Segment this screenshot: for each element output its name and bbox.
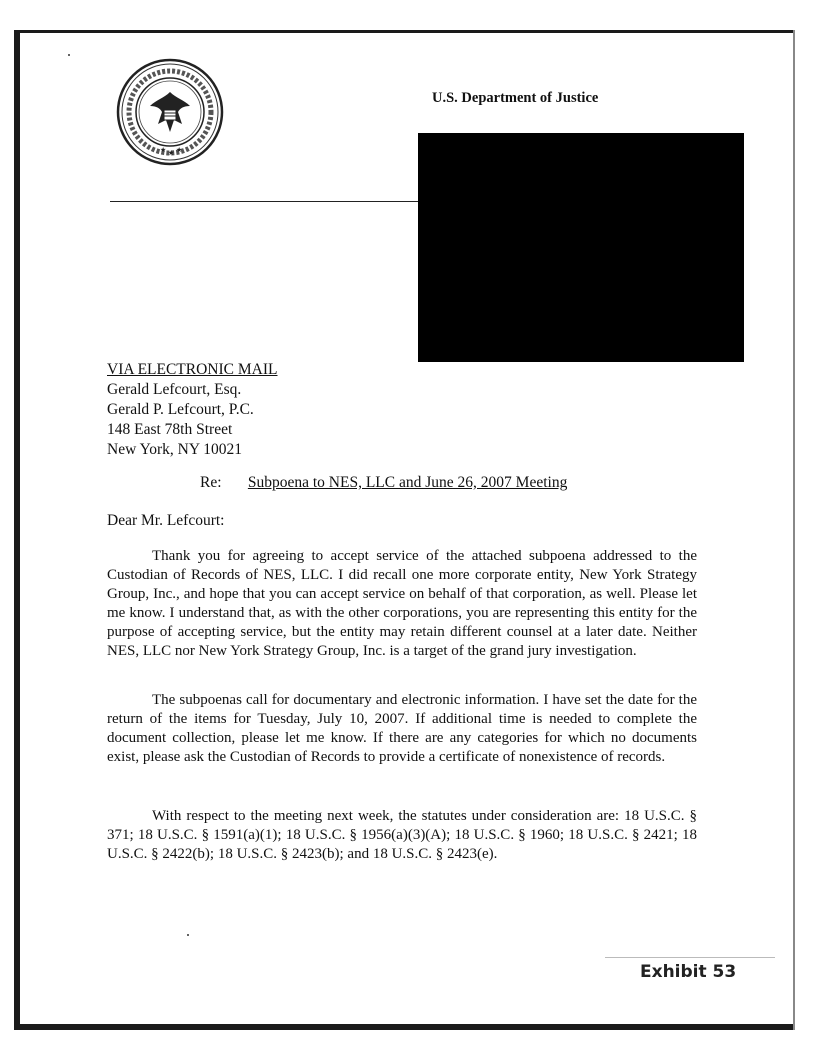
letterhead-rule xyxy=(110,201,420,202)
scan-speck xyxy=(187,934,189,936)
exhibit-rule xyxy=(605,957,775,958)
svg-text:★: ★ xyxy=(176,146,183,154)
doj-seal-icon xyxy=(116,58,224,166)
recipient-city: New York, NY 10021 xyxy=(107,441,243,458)
recipient-address-block xyxy=(107,360,278,460)
scan-speck xyxy=(68,54,70,56)
svg-text:★: ★ xyxy=(160,146,167,154)
recipient-firm: Gerald P. Lefcourt, P.C. xyxy=(107,401,254,418)
recipient-name: Gerald Lefcourt, Esq. xyxy=(107,381,242,398)
re-label: Re: xyxy=(200,474,222,491)
body-paragraph: With respect to the meeting next week, the statutes under consideration are: 18 U.S.C. § 371; 18 U.S.C. § 1591(a)(1); 18 U.S.C. § 1956(a)(3)(A); 18 U.S.C. § 1960; 18 U.S.C. § 2421; 18 U.S.C. § 2422(b); 18 U.S.C. § 2423(b); and 18 U.S.C. § 2423(e). xyxy=(107,808,697,862)
body-paragraph: Thank you for agreeing to accept service of the attached subpoena addressed to the Custodian of Records of NES, LLC. I did recall one more corporate entity, New York Strategy Group, Inc., and hope that you can accept service on behalf of that corporation, as well. Please let me know. I understand that, as with the other corporations, you are representing this entity for the purpose of accepting service, but the entity may retain different counsel at a later date. Neither NES, LLC nor New York Strategy Group, Inc. is a target of the grand jury investigation. xyxy=(107,548,697,659)
delivery-method: VIA ELECTRONIC MAIL xyxy=(107,361,278,378)
svg-text:★: ★ xyxy=(168,149,175,157)
exhibit-label: Exhibit 53 xyxy=(640,962,737,982)
page-border-right xyxy=(793,30,795,1030)
body-paragraph: The subpoenas call for documentary and electronic information. I have set the date for the return of the items for Tuesday, July 10, 2007. If additional time is needed to complete the document collection, please let me know. If there are any categories for which no documents exist, please ask the Custodian of Records to provide a certificate of nonexistence of records. xyxy=(107,692,697,765)
page-border-top xyxy=(14,30,794,33)
recipient-street: 148 East 78th Street xyxy=(107,421,233,438)
page-border-left xyxy=(14,30,20,1030)
re-line xyxy=(200,474,567,492)
re-subject: Subpoena to NES, LLC and June 26, 2007 Meeting xyxy=(247,474,568,491)
page-border-bottom xyxy=(14,1024,794,1030)
salutation: Dear Mr. Lefcourt: xyxy=(107,512,225,529)
agency-name: U.S. Department of Justice xyxy=(432,90,599,106)
redaction-block xyxy=(418,133,744,362)
